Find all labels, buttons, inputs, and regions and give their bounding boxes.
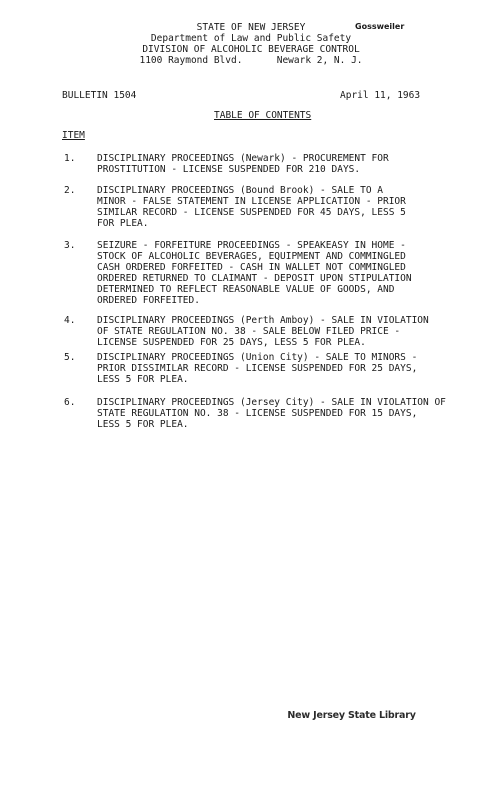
department-name: Department of Law and Public Safety — [150, 33, 352, 44]
library-stamp: New Jersey State Library — [287, 710, 416, 721]
entry-text: DISCIPLINARY PROCEEDINGS (Jersey City) - SALE IN VIOLATION OF STATE REGULATION NO. 38 - LICENSE SUSPENDED FOR 15 DAYS, LESS 5 FOR PLEA. — [97, 397, 446, 430]
bulletin-date: April 11, 1963 — [340, 90, 421, 101]
entry-number: 4. — [64, 315, 76, 326]
letterhead — [0, 22, 502, 66]
item-heading: ITEM — [62, 130, 85, 141]
entry-text: SEIZURE - FORFEITURE PROCEEDINGS - SPEAKEASY IN HOME - STOCK OF ALCOHOLIC BEVERAGES, EQUIPMENT AND COMMINGLED CASH ORDERED FORFEITED - CASH IN WALLET NOT COMMINGLED ORDERED RETURNED TO CLAIMANT - DEPOSIT UPON STIPULATION DETERMINED TO REFLECT REASONABLE VALUE OF GOODS, AND ORDERED FORFEITED. — [97, 240, 412, 306]
entry-text: DISCIPLINARY PROCEEDINGS (Perth Amboy) - SALE IN VIOLATION OF STATE REGULATION NO. 38 - SALE BELOW FILED PRICE - LICENSE SUSPENDED FOR 25 DAYS, LESS 5 FOR PLEA. — [97, 315, 429, 348]
toc-title: TABLE OF CONTENTS — [214, 110, 312, 121]
division-name: DIVISION OF ALCOHOLIC BEVERAGE CONTROL — [142, 44, 360, 55]
entry-text: DISCIPLINARY PROCEEDINGS (Bound Brook) - SALE TO A MINOR - FALSE STATEMENT IN LICENSE APPLICATION - PRIOR SIMILAR RECORD - LICENSE SUSPENDED FOR 45 DAYS, LESS 5 FOR PLEA. — [97, 185, 406, 229]
entry-number: 1. — [64, 153, 76, 164]
entry-text: DISCIPLINARY PROCEEDINGS (Union City) - SALE TO MINORS - PRIOR DISSIMILAR RECORD - LICENSE SUSPENDED FOR 25 DAYS, LESS 5 FOR PLEA. — [97, 352, 418, 385]
entry-number: 5. — [64, 352, 76, 363]
address: 1100 Raymond Blvd. Newark 2, N. J. — [139, 55, 363, 66]
handwritten-annotation: Gossweiler — [355, 22, 405, 31]
state-name: STATE OF NEW JERSEY — [196, 22, 306, 33]
entry-number: 6. — [64, 397, 76, 408]
entry-text: DISCIPLINARY PROCEEDINGS (Newark) - PROCUREMENT FOR PROSTITUTION - LICENSE SUSPENDED FOR 210 DAYS. — [97, 153, 389, 175]
bulletin-number: BULLETIN 1504 — [62, 90, 137, 101]
entry-number: 3. — [64, 240, 76, 251]
entry-number: 2. — [64, 185, 76, 196]
